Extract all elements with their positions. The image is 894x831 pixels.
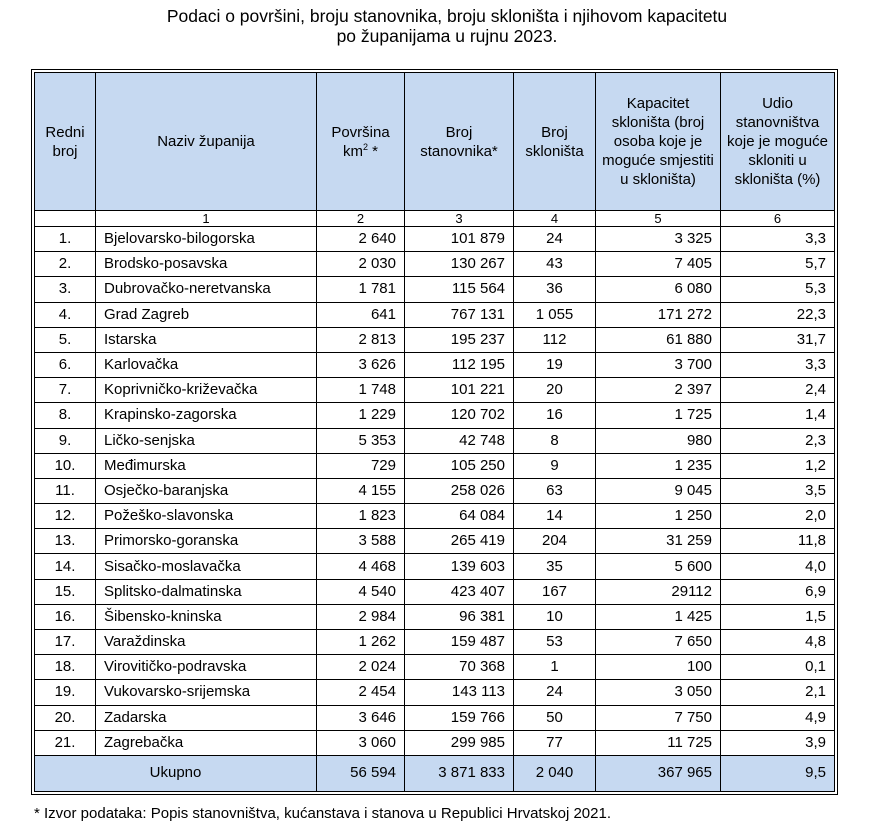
shelters-value: 1: [514, 655, 596, 680]
header-povrsina-star: *: [368, 142, 379, 160]
share-value: 5,7: [721, 252, 835, 277]
shelters-value: 77: [514, 730, 596, 755]
capacity-value: 7 750: [596, 705, 721, 730]
row-number: 16.: [35, 604, 96, 629]
column-number: 3: [405, 211, 514, 227]
table-row: [35, 327, 835, 352]
population-value: 101 879: [405, 227, 514, 252]
table-row: [35, 579, 835, 604]
shelters-value: 16: [514, 403, 596, 428]
capacity-value: 1 235: [596, 453, 721, 478]
county-name: Krapinsko-zagorska: [96, 403, 317, 428]
row-number: 15.: [35, 579, 96, 604]
column-number-empty: [35, 211, 96, 227]
row-number: 18.: [35, 655, 96, 680]
column-number-row: [35, 211, 835, 227]
shelters-value: 9: [514, 453, 596, 478]
capacity-value: 171 272: [596, 302, 721, 327]
row-number: 11.: [35, 478, 96, 503]
county-name: Bjelovarsko-bilogorska: [96, 227, 317, 252]
row-number: 4.: [35, 302, 96, 327]
population-value: 120 702: [405, 403, 514, 428]
population-value: 130 267: [405, 252, 514, 277]
total-population: 3 871 833: [405, 755, 514, 791]
population-value: 105 250: [405, 453, 514, 478]
area-value: 1 229: [317, 403, 405, 428]
table-row: [35, 504, 835, 529]
capacity-value: 9 045: [596, 478, 721, 503]
row-number: 19.: [35, 680, 96, 705]
share-value: 5,3: [721, 277, 835, 302]
header-stanovnici: Broj stanovnika*: [405, 73, 514, 211]
share-value: 1,5: [721, 604, 835, 629]
table-row: [35, 302, 835, 327]
share-value: 3,3: [721, 227, 835, 252]
county-name: Primorsko-goranska: [96, 529, 317, 554]
population-value: 143 113: [405, 680, 514, 705]
shelters-value: 53: [514, 630, 596, 655]
shelters-value: 167: [514, 579, 596, 604]
shelters-value: 63: [514, 478, 596, 503]
shelters-value: 20: [514, 378, 596, 403]
header-udio: Udio stanovništva koje je moguće skloniti u skloništa (%): [721, 73, 835, 211]
row-number: 12.: [35, 504, 96, 529]
table-row: [35, 680, 835, 705]
share-value: 2,3: [721, 428, 835, 453]
population-value: 159 487: [405, 630, 514, 655]
column-number: 2: [317, 211, 405, 227]
shelters-value: 10: [514, 604, 596, 629]
capacity-value: 7 650: [596, 630, 721, 655]
area-value: 2 454: [317, 680, 405, 705]
county-name: Splitsko-dalmatinska: [96, 579, 317, 604]
population-value: 195 237: [405, 327, 514, 352]
capacity-value: 7 405: [596, 252, 721, 277]
county-name: Karlovačka: [96, 352, 317, 377]
capacity-value: 980: [596, 428, 721, 453]
capacity-value: 1 725: [596, 403, 721, 428]
capacity-value: 2 397: [596, 378, 721, 403]
capacity-value: 11 725: [596, 730, 721, 755]
row-number: 10.: [35, 453, 96, 478]
area-value: 1 823: [317, 504, 405, 529]
county-name: Virovitičko-podravska: [96, 655, 317, 680]
county-name: Zadarska: [96, 705, 317, 730]
capacity-value: 5 600: [596, 554, 721, 579]
shelters-value: 8: [514, 428, 596, 453]
area-value: 2 813: [317, 327, 405, 352]
share-value: 3,5: [721, 478, 835, 503]
table-row: [35, 630, 835, 655]
row-number: 9.: [35, 428, 96, 453]
capacity-value: 6 080: [596, 277, 721, 302]
share-value: 6,9: [721, 579, 835, 604]
table-row: [35, 604, 835, 629]
population-value: 64 084: [405, 504, 514, 529]
area-value: 4 155: [317, 478, 405, 503]
population-value: 96 381: [405, 604, 514, 629]
row-number: 2.: [35, 252, 96, 277]
column-number: 6: [721, 211, 835, 227]
total-label: Ukupno: [35, 755, 317, 791]
row-number: 20.: [35, 705, 96, 730]
shelters-value: 43: [514, 252, 596, 277]
share-value: 0,1: [721, 655, 835, 680]
area-value: 3 060: [317, 730, 405, 755]
total-row: [35, 755, 835, 791]
population-value: 299 985: [405, 730, 514, 755]
county-name: Požeško-slavonska: [96, 504, 317, 529]
share-value: 4,0: [721, 554, 835, 579]
county-name: Međimurska: [96, 453, 317, 478]
column-number: 1: [96, 211, 317, 227]
share-value: 2,4: [721, 378, 835, 403]
capacity-value: 31 259: [596, 529, 721, 554]
capacity-value: 1 250: [596, 504, 721, 529]
county-name: Osječko-baranjska: [96, 478, 317, 503]
shelters-value: 112: [514, 327, 596, 352]
population-value: 159 766: [405, 705, 514, 730]
share-value: 4,8: [721, 630, 835, 655]
title-line-1: Podaci o površini, broju stanovnika, broju skloništa i njihovom kapacitetu: [166, 6, 728, 26]
area-value: 1 262: [317, 630, 405, 655]
capacity-value: 61 880: [596, 327, 721, 352]
capacity-value: 1 425: [596, 604, 721, 629]
total-shelters: 2 040: [514, 755, 596, 791]
shelters-value: 19: [514, 352, 596, 377]
county-name: Koprivničko-križevačka: [96, 378, 317, 403]
table-row: [35, 453, 835, 478]
row-number: 17.: [35, 630, 96, 655]
header-povrsina-text: Površina km: [331, 123, 390, 160]
capacity-value: 3 325: [596, 227, 721, 252]
area-value: 3 646: [317, 705, 405, 730]
population-value: 139 603: [405, 554, 514, 579]
footnote: * Izvor podataka: Popis stanovništva, kućanstava i stanova u Republici Hrvatskoj 2021.: [34, 805, 611, 822]
table-row: [35, 655, 835, 680]
table-row: [35, 730, 835, 755]
table-body: [35, 227, 835, 756]
row-number: 7.: [35, 378, 96, 403]
header-sklonista: Broj skloništa: [514, 73, 596, 211]
row-number: 6.: [35, 352, 96, 377]
county-name: Šibensko-kninska: [96, 604, 317, 629]
total-area: 56 594: [317, 755, 405, 791]
table-row: [35, 478, 835, 503]
total-capacity: 367 965: [596, 755, 721, 791]
header-naziv: Naziv županija: [96, 73, 317, 211]
county-name: Sisačko-moslavačka: [96, 554, 317, 579]
county-name: Brodsko-posavska: [96, 252, 317, 277]
county-name: Grad Zagreb: [96, 302, 317, 327]
column-number: 4: [514, 211, 596, 227]
shelters-value: 35: [514, 554, 596, 579]
area-value: 3 626: [317, 352, 405, 377]
population-value: 70 368: [405, 655, 514, 680]
area-value: 2 640: [317, 227, 405, 252]
capacity-value: 3 700: [596, 352, 721, 377]
share-value: 1,2: [721, 453, 835, 478]
table-row: [35, 705, 835, 730]
shelters-value: 14: [514, 504, 596, 529]
row-number: 1.: [35, 227, 96, 252]
population-value: 423 407: [405, 579, 514, 604]
table-row: [35, 428, 835, 453]
table-row: [35, 529, 835, 554]
shelters-value: 24: [514, 680, 596, 705]
shelter-table: [34, 72, 835, 792]
row-number: 3.: [35, 277, 96, 302]
area-value: 729: [317, 453, 405, 478]
capacity-value: 3 050: [596, 680, 721, 705]
row-number: 8.: [35, 403, 96, 428]
area-value: 1 781: [317, 277, 405, 302]
row-number: 13.: [35, 529, 96, 554]
county-name: Vukovarsko-srijemska: [96, 680, 317, 705]
area-value: 3 588: [317, 529, 405, 554]
table-row: [35, 403, 835, 428]
shelters-value: 204: [514, 529, 596, 554]
table-header-row: [35, 73, 835, 211]
population-value: 112 195: [405, 352, 514, 377]
share-value: 4,9: [721, 705, 835, 730]
share-value: 2,0: [721, 504, 835, 529]
shelters-value: 24: [514, 227, 596, 252]
total-share: 9,5: [721, 755, 835, 791]
area-value: 4 540: [317, 579, 405, 604]
table-row: [35, 378, 835, 403]
table-row: [35, 277, 835, 302]
header-redni-broj: Redni broj: [35, 73, 96, 211]
header-povrsina-sup: 2: [362, 141, 368, 152]
population-value: 265 419: [405, 529, 514, 554]
row-number: 21.: [35, 730, 96, 755]
share-value: 22,3: [721, 302, 835, 327]
county-name: Dubrovačko-neretvanska: [96, 277, 317, 302]
area-value: 2 030: [317, 252, 405, 277]
county-name: Varaždinska: [96, 630, 317, 655]
area-value: 2 024: [317, 655, 405, 680]
row-number: 5.: [35, 327, 96, 352]
table-row: [35, 227, 835, 252]
population-value: 115 564: [405, 277, 514, 302]
area-value: 641: [317, 302, 405, 327]
area-value: 2 984: [317, 604, 405, 629]
shelters-value: 1 055: [514, 302, 596, 327]
table-row: [35, 252, 835, 277]
column-number: 5: [596, 211, 721, 227]
share-value: 11,8: [721, 529, 835, 554]
area-value: 4 468: [317, 554, 405, 579]
share-value: 3,9: [721, 730, 835, 755]
capacity-value: 29112: [596, 579, 721, 604]
area-value: 5 353: [317, 428, 405, 453]
table-row: [35, 352, 835, 377]
county-name: Istarska: [96, 327, 317, 352]
table-row: [35, 554, 835, 579]
share-value: 2,1: [721, 680, 835, 705]
population-value: 258 026: [405, 478, 514, 503]
county-name: Zagrebačka: [96, 730, 317, 755]
header-povrsina: [317, 73, 405, 211]
capacity-value: 100: [596, 655, 721, 680]
header-kapacitet: Kapacitet skloništa (broj osoba koje je moguće smjestiti u skloništa): [596, 73, 721, 211]
area-value: 1 748: [317, 378, 405, 403]
population-value: 767 131: [405, 302, 514, 327]
share-value: 3,3: [721, 352, 835, 377]
page-title: [0, 6, 894, 46]
population-value: 101 221: [405, 378, 514, 403]
share-value: 1,4: [721, 403, 835, 428]
population-value: 42 748: [405, 428, 514, 453]
row-number: 14.: [35, 554, 96, 579]
county-name: Ličko-senjska: [96, 428, 317, 453]
shelters-value: 50: [514, 705, 596, 730]
title-line-2: po županijama u rujnu 2023.: [336, 26, 558, 46]
shelters-value: 36: [514, 277, 596, 302]
share-value: 31,7: [721, 327, 835, 352]
